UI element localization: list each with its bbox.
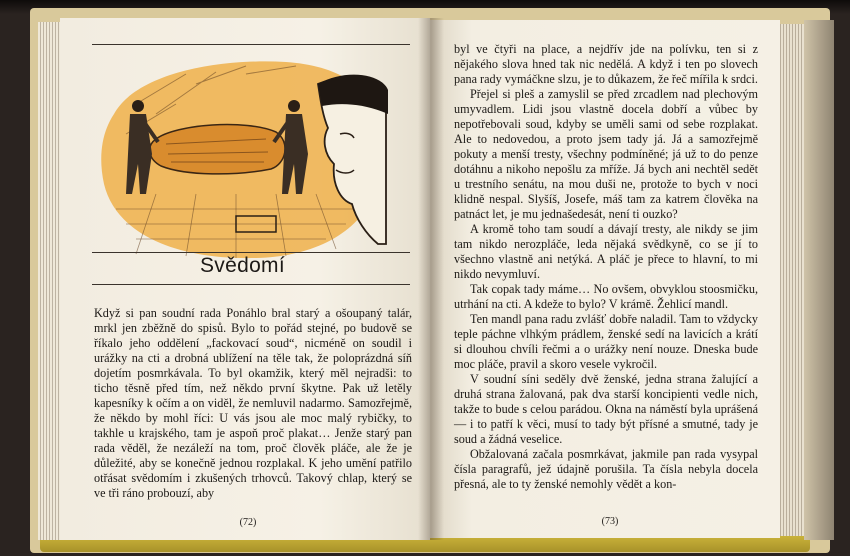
page-number-left: (72) [239,517,257,528]
page-edges-right [778,24,804,536]
paragraph: Když si pan soudní rada Ponáhlo bral starý a ošoupaný talár, mrkl jen zběžně do spisů. Bylo to pořád stejné, po budově se říkalo jeho oddělení „fackovací soud“, nicméně on soudil i urážky na cti a drobná ublížení na těle tak, že poloprázdná síň dojetím posmrkávala. To byl okamžik, který měl nejradši: to ticho těsně před tím, než někdo první škytne. Pak už letěly kapesníky k očím a on viděl, že nemluvil nadarmo. Samozřejmě, že někdo by mohl říci: U vás jsou ale moc malý rybičky, to takhle u krajského, tam je aspoň proč plakat… Jenže starý pan rada věděl, že nezáleží na tom, proč člověk pláče, ale že je důležité, aby se konečně jednou rozplakal. K jeho umění patřilo otřásat svědomím i zkušených trhovců. Takový chlap, který se ve tři ráno probouzí, aby [94,306,412,500]
page-number-right: (73) [601,516,619,527]
chapter-title: Svědomí [200,254,285,277]
paragraph: Obžalovaná začala posmrkávat, jakmile pan rada vysypal čísla paragrafů, jež údajně porušila. Ta čísla nebyla docela přesná, ale to ty ženské nemohly vědět a kon- [454,447,758,491]
left-page-text [94,306,412,501]
paragraph: Ten mandl pana radu zvlášť dobře naladil. Tam to vždycky teple páchne vlhkým prádlem, ženské sedí na lavicích a krátí si dlouhou chvíli řečmi a o urážky není nouze. Dneska bude moc pláče, pravil a skoro vesele vykročil. [454,312,758,371]
right-page-text [454,42,758,492]
paragraph: V soudní síni seděly dvě ženské, jedna strana žalující a druhá strana žalovaná, pak dva starší koncipienti vedle nich, takže to bude s celou parádou. Okna na náměstí byla uprášená — i to patří k věci, musí to tady být přísné a smutné, tady je soud a žádná veselice. [454,372,758,446]
title-rule-bottom [92,284,410,285]
paragraph: A kromě toho tam soudí a dávají tresty, ale nikdy se jim tam nikdo nerozpláče, leda nějaká svědkyně, co se jí to všechno vlastně ani netýká. A pláč je přece to hlavní, to mi nikdo nevymluví. [454,222,758,281]
paragraph: byl ve čtyři na place, a nejdřív jde na polívku, ten si z nějakého slova hned tak nic nedělá. A když i ten po slovech pana rady vymáčkne slzu, je to důkazem, že řeč mířila k srdci. [454,42,758,86]
paragraph: Přejel si pleš a zamyslil se před zrcadlem nad plechovým umyvadlem. Lidi jsou vlastně docela dobří a vůbec by nepotřebovali soud, kdyby se uměli sami od sebe rozplakat. Ale to nedovedou, a proto jsem tady já. Já a samozřejmě pokuty a menší tresty, všechny podmíněné; já už to do penze dotáhnu a nikoho nepošlu za mříže. Já bych ani nechtěl sedět u trestního senátu, na mou duši ne, protože to bych v noci klidně nespal. Slyšíš, Josefe, máš tam za katrem člověka na patnáct let, je mu jednašedesát, není ti ouzko? [454,87,758,221]
right-page [430,20,780,538]
left-page [60,18,430,540]
chapter-illustration [96,44,388,264]
title-rule-top [92,252,410,253]
page-edges-left [38,22,62,540]
book-right-side [804,20,834,540]
book-gutter [418,18,444,540]
paragraph: Tak copak tady máme… No ovšem, obvyklou stoosmičku, utrhání na cti. A kdeže to bylo? V krámě. Žehlicí mandl. [454,282,758,311]
